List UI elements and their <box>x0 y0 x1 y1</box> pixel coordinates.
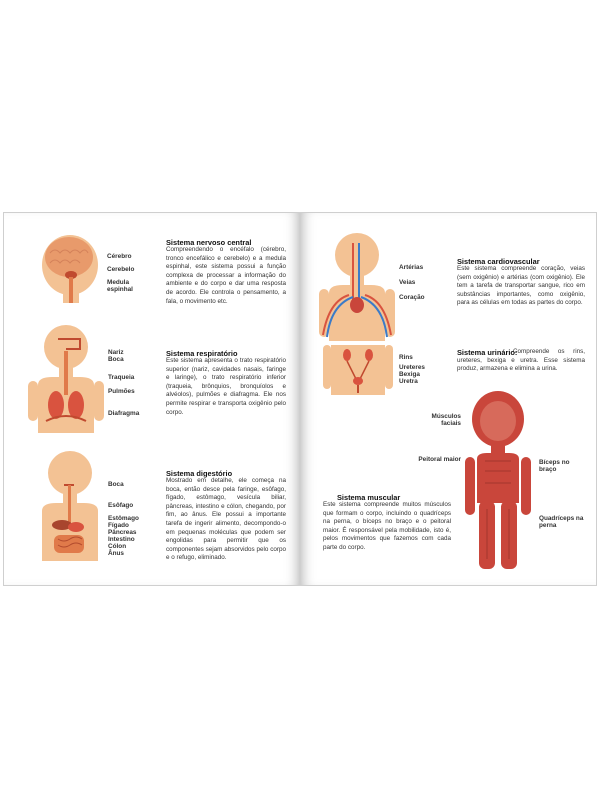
respiratory-title: Sistema respiratório <box>166 349 238 358</box>
label-quadriceps: Quadríceps na perna <box>539 515 584 529</box>
label-arterias: Artérias <box>399 264 424 271</box>
label-uretra: Uretra <box>399 378 418 385</box>
label-figado: Fígado <box>108 522 129 529</box>
label-nariz: Nariz <box>108 349 124 356</box>
label-estomago: Estômago <box>108 515 139 522</box>
label-colon: Cólon <box>108 543 127 550</box>
label-pancreas: Pâncreas <box>108 529 137 536</box>
label-bexiga: Bexiga <box>399 371 420 378</box>
label-cerebro: Cérebro <box>107 253 132 260</box>
label-diafragma: Diafragma <box>108 410 140 417</box>
muscular-title: Sistema muscular <box>337 493 401 502</box>
open-book <box>0 212 600 588</box>
torso-digestive-illustration <box>34 451 104 563</box>
muscular-body-illustration <box>461 391 535 573</box>
nervous-text: Compreendendo o encéfalo (cérebro, tronco encefálico e cerebelo) e a medula espinhal, este sistema possui a função complexa de processar a informação do ambiente e do corpo e dar uma resposta de acordo. Ele controla o pensamento, a fala, o movimento etc. <box>166 246 286 305</box>
label-cerebelo: Cerebelo <box>107 266 135 273</box>
label-peitoral: Peitoral maior <box>418 456 461 463</box>
digestive-text: Mostrado em detalhe, ele começa na boca, então desce pela faringe, esôfago, fígado, estômago, vesícula biliar, pâncreas, intestino e cólon, chegando, por fim, ao ânus. Ele possui a importante tarefa de ingerir alimento, decompondo-o em pequenas moléculas que podem ser engolidas para permitir que os componentes sejam absorvidos pelo corpo e o refugo, eliminado. <box>166 477 286 562</box>
label-traqueia: Traqueia <box>108 374 135 381</box>
respiratory-text: Este sistema apresenta o trato respiratório superior (nariz, cavidades nasais, faringe e laringe), o trato respiratório inferior (traqueia, brônquios, bronquíolos e alvéolos), pulmões e diafragma. Ele nos permite respirar e transporta oxigênio pelo corpo. <box>166 357 286 416</box>
label-veias: Veias <box>399 279 416 286</box>
label-rins: Rins <box>399 354 413 361</box>
urinary-text: Compreende os rins, ureteres, bexiga e uretra. Esse sistema produz, armazena e elimina a urina. <box>457 348 585 373</box>
cardio-text: Este sistema compreende coração, veias (sem oxigênio) e artérias (com oxigênio). Ele tem a tarefa de transportar sangue, rico em substâncias importantes, como oxigênio, para as células em todas as partes do corpo. <box>457 265 585 307</box>
label-musculos-faciais: Músculos faciais <box>431 413 461 427</box>
label-pulmoes: Pulmões <box>108 388 135 395</box>
label-boca-resp: Boca <box>108 356 124 363</box>
label-biceps: Bíceps no braço <box>539 459 570 473</box>
label-esofago: Esôfago <box>108 502 134 509</box>
label-anus: Ânus <box>108 550 124 557</box>
urinary-title: Sistema urinário: <box>457 348 518 357</box>
torso-urinary-illustration <box>323 345 393 395</box>
digestive-title: Sistema digestório <box>166 469 233 478</box>
muscular-text: Este sistema compreende muitos músculos que formam o corpo, incluindo o quadríceps na perna, o bíceps no braço e o peitoral maior. É responsável pela mobilidade, isto é, pelos movimentos que fazemos com cada parte do corpo. <box>323 501 451 551</box>
cardio-title: Sistema cardiovascular <box>457 257 540 266</box>
nervous-title: Sistema nervoso central <box>166 238 252 247</box>
right-page <box>300 212 597 586</box>
label-ureteres: Ureteres <box>399 364 425 371</box>
torso-respiratory-illustration <box>28 325 104 435</box>
left-page <box>3 212 300 586</box>
label-intestino: Intestino <box>108 536 135 543</box>
label-boca-dig: Boca <box>108 481 124 488</box>
label-medula: Medula espinhal <box>107 279 133 293</box>
head-nervous-illustration <box>36 231 106 311</box>
label-coracao: Coração <box>399 294 425 301</box>
torso-cardio-illustration <box>319 233 395 341</box>
